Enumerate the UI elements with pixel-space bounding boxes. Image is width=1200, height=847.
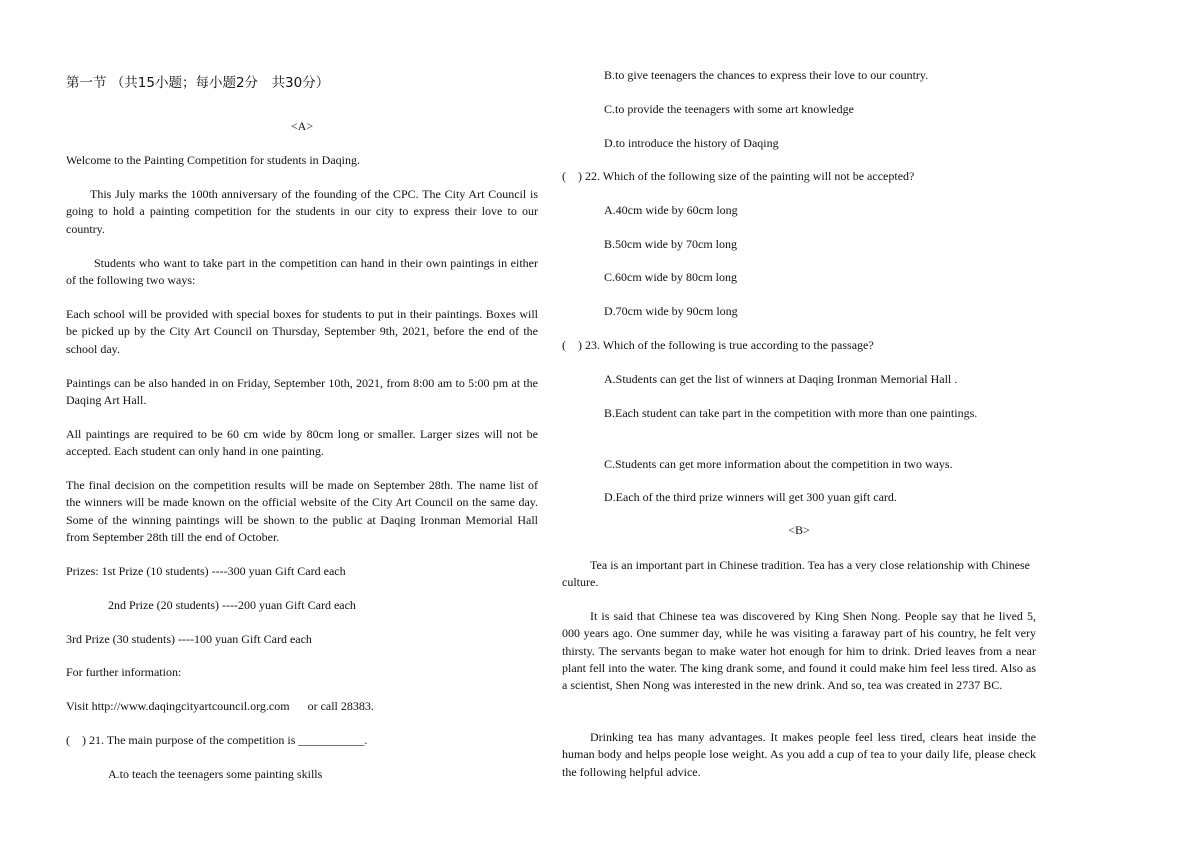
passage-b-paragraph-3: Drinking tea has many advantages. It makes people feel less tired, clears heat inside the human body and helps people lose weight. As you add a cup of tea to your daily life, please check the following helpful advice. <box>562 730 1036 779</box>
contact-line: Visit http://www.daqingcityartcouncil.org.com or call 28383. <box>66 699 374 713</box>
passage-a-paragraph-1: This July marks the 100th anniversary of the founding of the CPC. The City Art Council is going to hold a painting competition for the students in our city to express their love to our country. <box>66 187 538 236</box>
passage-b-paragraph-2: It is said that Chinese tea was discovered by King Shen Nong. People say that he lived 5, 000 years ago. One summer day, while he was visiting a faraway part of his country, he felt very thirsty. The servants began to make water hot enough for him to drink. Dried leaves from a near plant fell into the water. The king drank some, and found it could make him feel less tired. Also as a scientist, Shen Nong was interested in the new drink. And so, tea was created in 2737 BC. <box>562 609 1036 693</box>
passage-b-label: <B> <box>788 523 810 537</box>
passage-a-paragraph-2: Students who want to take part in the competition can hand in their own paintings in either of the following two ways: <box>66 256 538 288</box>
question-22-stem: ( ) 22. Which of the following size of the painting will not be accepted? <box>562 169 915 183</box>
submission-way-2: Paintings can be also handed in on Friday, September 10th, 2021, from 8:00 am to 5:00 pm at the Daqing Art Hall. <box>66 376 538 408</box>
passage-b-paragraph-1: Tea is an important part in Chinese tradition. Tea has a very close relationship with Chinese culture. <box>562 558 1030 590</box>
question-22-option-c: C.60cm wide by 80cm long <box>604 270 737 284</box>
submission-way-1: Each school will be provided with special boxes for students to put in their paintings. Boxes will be picked up by the City Art Council on Thursday, September 9th, 2021, before the end of the school day. <box>66 307 538 356</box>
question-21-option-b: B.to give teenagers the chances to express their love to our country. <box>604 68 929 82</box>
prize-2: 2nd Prize (20 students) ----200 yuan Gift Card each <box>108 598 356 612</box>
question-23-option-b: B.Each student can take part in the competition with more than one paintings. <box>604 406 978 420</box>
question-21-option-d: D.to introduce the history of Daqing <box>604 136 779 150</box>
further-info: For further information: <box>66 665 182 679</box>
question-23-option-a: A.Students can get the list of winners at Daqing Ironman Memorial Hall . <box>604 372 958 386</box>
question-22-option-b: B.50cm wide by 70cm long <box>604 237 737 251</box>
welcome-line: Welcome to the Painting Competition for students in Daqing. <box>66 153 360 167</box>
question-22-option-a: A.40cm wide by 60cm long <box>604 203 738 217</box>
question-21-stem: ( ) 21. The main purpose of the competition is ___________. <box>66 733 368 747</box>
size-requirement: All paintings are required to be 60 cm wide by 80cm long or smaller. Larger sizes will not be accepted. Each student can only hand in one painting. <box>66 427 538 459</box>
passage-a-label: <A> <box>290 119 314 133</box>
results-paragraph: The final decision on the competition results will be made on September 28th. The name list of the winners will be made known on the official website of the City Art Council on the same day. Some of the winning paintings will be shown to the public at Daqing Ironman Memorial Hall from September 28th till the end of October. <box>66 478 538 544</box>
question-21-option-c: C.to provide the teenagers with some art knowledge <box>604 102 854 116</box>
question-22-option-d: D.70cm wide by 90cm long <box>604 304 738 318</box>
question-21-option-a: A.to teach the teenagers some painting skills <box>108 767 323 781</box>
question-23-option-d: D.Each of the third prize winners will get 300 yuan gift card. <box>604 490 897 504</box>
section-title: 第一节 （共15小题；每小题2分 共30分） <box>66 75 330 91</box>
prize-1: Prizes: 1st Prize (10 students) ----300 yuan Gift Card each <box>66 564 346 578</box>
prize-3: 3rd Prize (30 students) ----100 yuan Gift Card each <box>66 632 312 646</box>
question-23-option-c: C.Students can get more information about the competition in two ways. <box>604 457 953 471</box>
question-23-stem: ( ) 23. Which of the following is true according to the passage? <box>562 338 874 352</box>
